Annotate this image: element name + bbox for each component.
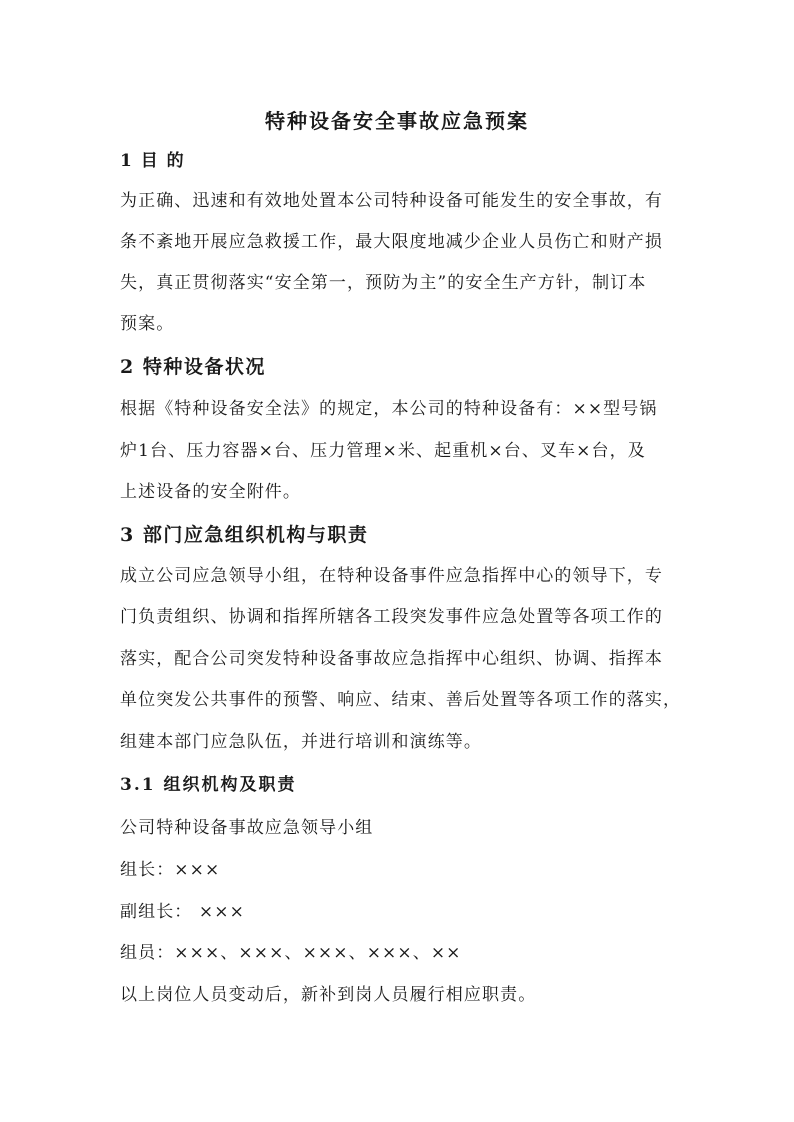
section-3-line-3: 落实，配合公司突发特种设备事故应急指挥中心组织、协调、指挥本 xyxy=(120,649,663,669)
section-1-heading: 1 目 的 xyxy=(120,151,186,171)
section-2-line-3: 上述设备的安全附件。 xyxy=(120,482,301,502)
section-2-line-1: 根据《特种设备安全法》的规定，本公司的特种设备有：××型号锅 xyxy=(120,399,658,419)
section-3-line-2: 门负责组织、协调和指挥所辖各工段突发事件应急处置等各项工作的 xyxy=(120,607,663,627)
section-3-line-4: 单位突发公共事件的预警、响应、结束、善后处置等各项工作的落实， xyxy=(120,690,682,710)
personnel-change-note: 以上岗位人员变动后，新补到岗人员履行相应职责。 xyxy=(120,985,537,1005)
group-leader: 组长：××× xyxy=(120,860,221,880)
document-title: 特种设备安全事故应急预案 xyxy=(265,109,529,133)
deputy-group-leader: 副组长： ××× xyxy=(120,902,245,922)
section-1-line-4: 预案。 xyxy=(120,314,175,334)
section-3-line-1: 成立公司应急领导小组，在特种设备事件应急指挥中心的领导下，专 xyxy=(120,566,663,586)
section-3-line-5: 组建本部门应急队伍，并进行培训和演练等。 xyxy=(120,732,482,752)
group-members: 组员：×××、×××、×××、×××、×× xyxy=(120,943,462,963)
section-1-line-3: 失，真正贯彻落实“安全第一，预防为主”的安全生产方针，制订本 xyxy=(120,273,647,293)
section-1-line-2: 条不紊地开展应急救援工作，最大限度地减少企业人员伤亡和财产损 xyxy=(120,232,663,252)
section-3-1-heading: 3.1 组织机构及职责 xyxy=(120,775,297,795)
section-1-line-1: 为正确、迅速和有效地处置本公司特种设备可能发生的安全事故，有 xyxy=(120,191,663,211)
section-3-heading: 3 部门应急组织机构与职责 xyxy=(120,524,369,546)
leadership-group-name: 公司特种设备事故应急领导小组 xyxy=(120,818,374,838)
section-2-heading: 2 特种设备状况 xyxy=(120,356,266,378)
section-2-line-2: 炉1台、压力容器×台、压力管理×米、起重机×台、叉车×台，及 xyxy=(120,441,646,461)
